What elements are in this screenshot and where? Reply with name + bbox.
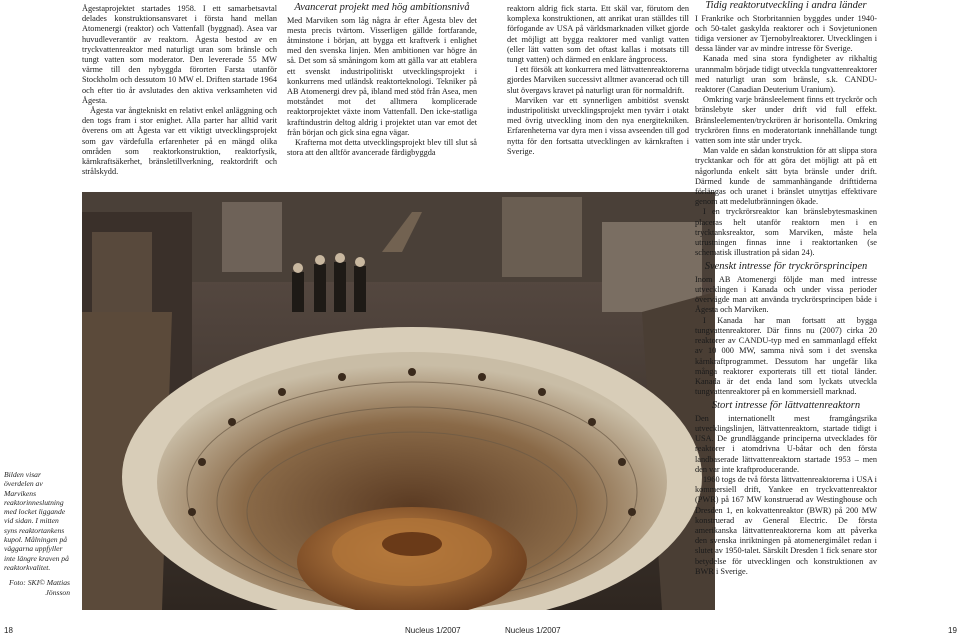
paragraph: Kanada med sina stora fyndigheter av rikhaltig urannmalm började tidigt utveckla tungvattenreaktorer med naturligt uran som bränsle, s.k. CANDU-reaktorer (Canadian Deuterium Uranium). xyxy=(695,54,877,94)
section-heading: Stort intresse för lättvattenreaktorn xyxy=(711,400,861,412)
article-column-1 xyxy=(82,4,277,177)
photo-credit: Foto: SKI© Mattias Jönsson xyxy=(8,578,70,597)
page-number-right: 19 xyxy=(948,626,957,635)
section-heading: Avancerat projekt med hög ambitionsnivå xyxy=(294,2,470,13)
page-number-left: 18 xyxy=(4,626,13,635)
paragraph: I Frankrike och Storbritannien byggdes under 1940- och 50-talet gaskylda reaktorer och i Sovjetunionen tidiga versioner av Tjernobylreaktorer. Utvecklingen i dessa länder var av mindre intresse för Sverige. xyxy=(695,13,877,54)
paragraph: Ågesta var ångtekniskt en relativt enkel anläggning och den togs fram i stor enighet. Alla parter har alltid varit överens om att Ågesta var ett viktigt utvecklingsprojekt som gav värdefulla erfarenheter på en mängd olika områden som reaktorkonstruktion, reaktorfysik, kärnkraftsäkerhet, bränsletillverkning, reaktordrift och strålskydd. xyxy=(82,106,277,177)
paragraph: Inom AB Atomenergi följde man med intresse utvecklingen i Kanada och under vissa perioder övervägde man att använda tryckrörsprincipen både i Ågesta och Marviken. xyxy=(695,274,877,315)
paragraph: I ett försök att konkurrera med lättvattenreaktorerna gjordes Marviken successivt alltmer avancerad och till slut övergavs kravet på naturligt uran för normaldrift. xyxy=(507,65,689,95)
article-column-3 xyxy=(507,4,689,157)
paragraph: Med Marviken som låg några år efter Ågesta blev det mesta precis tvärtom. Visserligen gällde fortfarande, åtminstone i början, att bygga ett kraftverk i enlighet med den svenska linjen. Men ambitionen var högre än så. Det som så småningom kom att gälla var att etablera ett svenskt industripolitiskt utvecklingsprojekt i konkurrens med utländsk reaktorteknologi. Tekniker på AB Atomenergi drev på, ibland med stöd från Asea, men motståndet mot det alltmera komplicerade reaktorprojektet växte inom Vattenfall. Den icke-statliga kraftindustrin deltog aldrig i projektet utan var emot det från början och gick sina egna vägar. xyxy=(287,15,477,137)
section-heading: Tidig reaktorutveckling i andra länder xyxy=(705,0,867,11)
paragraph: 1960 togs de två första lättvattenreaktorerna i USA i kommersiell drift, Yankee en tryckvattenreaktor (PWR) på 167 MW konstruerad av Westinghouse och Dresden 1, en kokvattenreaktor (BWR) på 200 MW konstruerad av General Electric. De första amerikanska lättvattenreaktorerna kom att påverka den svenska inriktningen på atomenergimålet redan i slutet av 1950-talet. Särskilt Dresden 1 fick senare stor betydelse för utvecklingen och konstruktionen av BWR i Sverige. xyxy=(695,475,877,576)
paragraph: Omkring varje bränsleelement finns ett tryckrör och bränslebyte sker under drift vid full effekt. Bränsleelementen/tryckrören är horisontella. Omkring tryckrören finns en moderatortank innehållande tungt vatten som inte står under tryck. xyxy=(695,95,877,145)
paragraph: Krafterna mot detta utvecklingsprojekt blev till slut så stora att den alltför avancerade färdigbyggda xyxy=(287,137,477,158)
footer-left: Nucleus 1/2007 xyxy=(405,626,461,635)
paragraph: reaktorn aldrig fick starta. Ett skäl var, förutom den komplexa konstruktionen, att anrikat uran ställdes till förfogande av USA på världsmarknaden vilket gjorde det möjligt att bygga reaktorer med vanligt vatten (eller lätt vatten som det oftast kallas i motsats till tungt vatten) och därmed en enklare ångprocess. xyxy=(507,4,689,65)
section-heading: Svenskt intresse för tryckrörsprincipen xyxy=(704,261,868,273)
photo-caption xyxy=(4,470,70,597)
right-page xyxy=(480,0,960,637)
paragraph: Den internationellt mest framgångsrika utvecklingslinjen, lättvattenreaktorn, startade tidigt i USA. De grundläggande principerna utvecklades för reaktorer i atomdrivna U-båtar och den första landbaserade lättvattenreaktorn startade 1953 – men den var inte kraftproducerande. xyxy=(695,413,877,474)
article-column-2 xyxy=(287,2,477,158)
paragraph: Man valde en sådan konstruktion för att slippa stora trycktankar och för att göra det möjligt att på ett någorlunda enkelt sätt byta bränsle under drift. Därmed kunde de sammanhängande drifttiderna förlängas och uranet i bränslet utnyttjas effektivare genom att medelutbränningen ökade. xyxy=(695,146,877,207)
footer-right: Nucleus 1/2007 xyxy=(505,626,561,635)
paragraph: I Kanada har man fortsatt att bygga tungvattenreaktorer. Där finns nu (2007) cirka 20 reaktorer av CANDU-typ med en sammanlagd effekt av 10 000 MW, samma nivå som i det svenska kärnkraftprogrammet. Dessutom har ungefär lika många reaktorer exporterats till ett tiotal länder. Kanada är det enda land som lyckats utveckla tungvattenreaktorer på en kommersiell marknad. xyxy=(695,315,877,397)
paragraph: I en tryckrörsreaktor kan bränslebytesmaskinen placeras helt utanför reaktorn men i en trycktanksreaktor, som Marviken, måste hela utrustningen finnas inne i reaktortanken (se schematisk illustration på sidan 24). xyxy=(695,207,877,258)
paragraph: Marviken var ett synnerligen ambitiöst svenskt industripolitiskt utvecklingsprojekt men tyvärr i otakt med övrig utveckling inom den nya energitekniken. Erfarenheterna var dyra men i vissa avseenden till god nytta för den fortsatta utvecklingen av kärnkraften i Sverige. xyxy=(507,95,689,156)
article-column-4 xyxy=(695,0,877,577)
caption-text: Bilden visar överdelen av Marvikens reaktorinneslutning med locket liggande vid sidan. I mitten syns reaktortankens kupol. Målningen på väggarna uppfyller inte längre kraven på reaktorkvalitet. xyxy=(4,470,69,572)
paragraph: Ågestaprojektet startades 1958. I ett samarbetsavtal delades konstruktionsansvaret i första hand mellan Atomenergi (reaktor) och Vattenfall (byggnad). Asea var huvudleverantör av reaktorn. Ågesta bestod av en tryckvattenreaktor med naturligt uran som bränsle och tungt vatten som moderator. Den levererade 55 MW värme till den nybyggda förorten Farsta utanför Stockholm och dessutom 10 MW el. Driften startade 1964 och efter tio år avslutades den aktiva verksamheten vid Ågesta. xyxy=(82,4,277,105)
